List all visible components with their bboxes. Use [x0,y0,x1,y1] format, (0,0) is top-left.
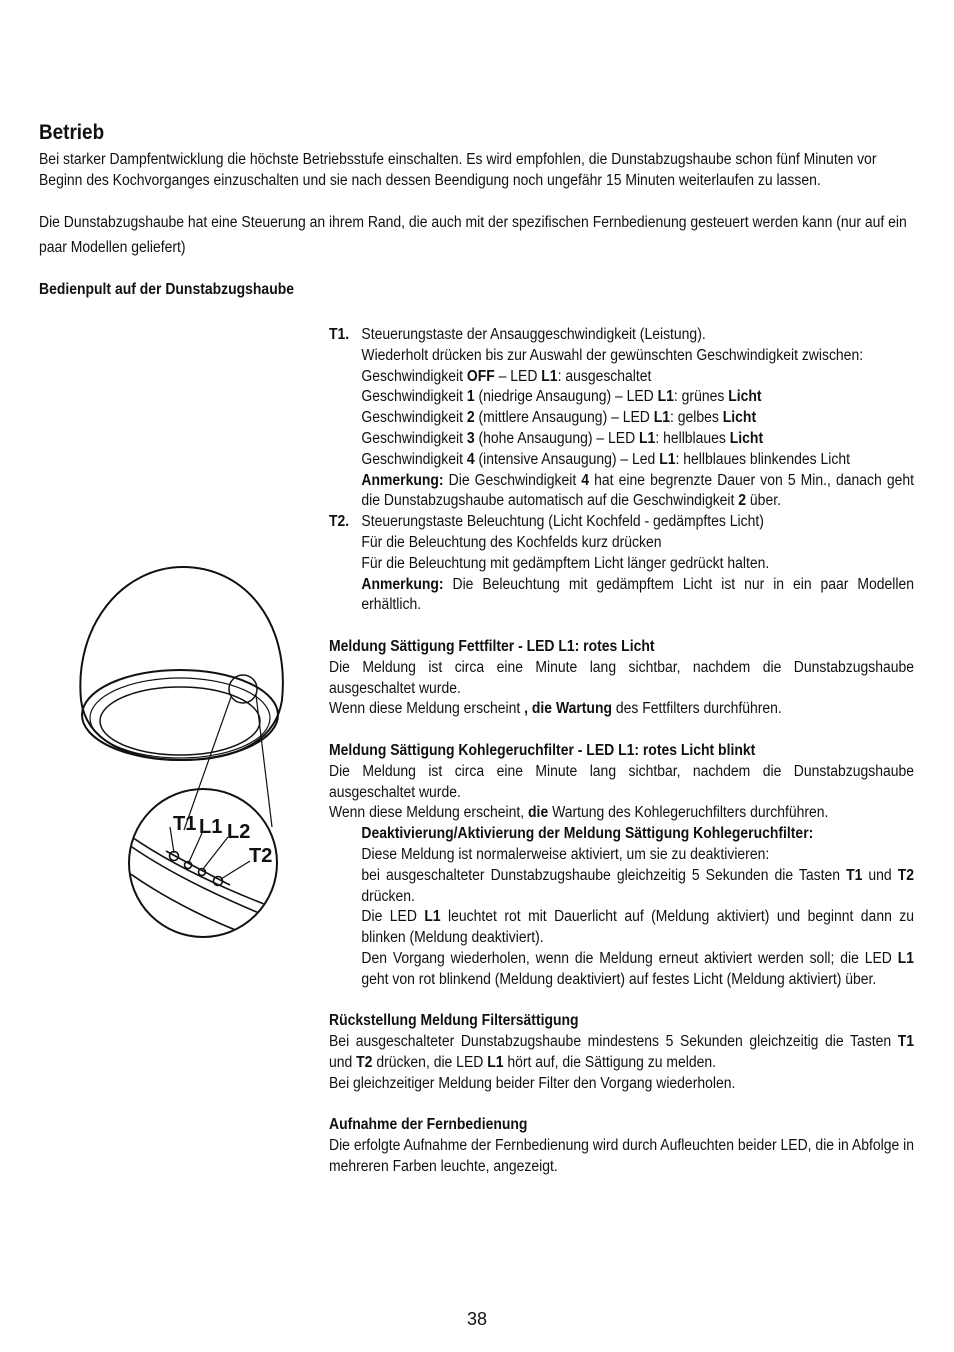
carbon-toggle-s3: Die LED L1 leuchtet rot mit Dauerlicht auf (Meldung aktiviert) und beginnt dann zu blinken (Meldung deaktiviert). [361,908,914,947]
reset-p1: Bei ausgeschalteter Dunstabzugshaube mindestens 5 Sekunden gleichzeitig die Tasten T1 und T2 drücken, die LED L1 hört auf, die Sättigung zu melden. [329,1033,914,1071]
t1-line-1: Steuerungstaste der Ansauggeschwindigkeit (Leistung). [361,326,706,343]
hood-body [80,567,283,760]
label-l2: L2 [227,821,251,843]
right-column [329,325,914,1178]
t1-label: T1. [329,326,350,343]
hood-rim-outer [82,670,278,760]
speed-3-line: Geschwindigkeit 3 (hohe Ansaugung) – LED L1: hellblaues Licht [361,429,764,447]
section-title: Betrieb [39,121,105,144]
remote-heading: Aufnahme der Fernbedienung [329,1116,528,1134]
detail-connector-left [184,697,231,830]
t2-line-2: Für die Beleuchtung des Kochfelds kurz drücken [361,533,662,551]
carbon-filter-p1: Die Meldung ist circa eine Minute lang sichtbar, nachdem die Dunstabzugshaube ausgeschaltet wurde. [329,762,914,801]
detail-button-strip [166,851,230,885]
t2-line-3: Für die Beleuchtung mit gedämpftem Licht länger gedrückt halten. [361,554,770,572]
speed-2-line: Geschwindigkeit 2 (mittlere Ansaugung) – LED L1: gelbes Licht [361,409,757,427]
carbon-toggle-s2: bei ausgeschalteter Dunstabzugshaube gleichzeitig 5 Sekunden die Tasten T1 und T2 drücken. [361,866,914,905]
pointer-l2 [203,837,228,869]
t1-block [329,325,914,512]
speed-4-line: Geschwindigkeit 4 (intensive Ansaugung) – Led L1: hellblaues blinkendes Licht [361,450,850,468]
carbon-toggle-block [329,824,914,990]
grease-filter-p1: Die Meldung ist circa eine Minute lang sichtbar, nachdem die Dunstabzugshaube ausgeschaltet wurde. [329,658,914,697]
t1-note: Anmerkung: Die Geschwindigkeit 4 hat eine begrenzte Dauer von 5 Min., danach geht die Dunstabzugshaube automatisch auf die Geschwindigkeit 2 über. [361,471,914,510]
t2-note: Anmerkung: Die Beleuchtung mit gedämpftem Licht ist nur in ein paar Modellen erhältlich. [361,575,914,614]
label-t2: T2 [249,845,273,867]
grease-filter-p2: Wenn diese Meldung erscheint , die Wartung des Fettfilters durchführen. [329,700,782,718]
t2-line-1: Steuerungstaste Beleuchtung (Licht Kochfeld - gedämpftes Licht) [361,513,764,531]
control-panel-heading: Bedienpult auf der Dunstabzugshaube [39,281,294,298]
carbon-toggle-s4: Den Vorgang wiederholen, wenn die Meldung erneut aktiviert werden soll; die LED L1 geht von rot blinkend (Meldung deaktiviert) auf festes Licht (Meldung aktiviert) über. [361,949,914,988]
page-number: 38 [466,1309,488,1329]
hood-rim-mid [90,678,270,758]
carbon-toggle-s1: Diese Meldung ist normalerweise aktiviert, um sie zu deaktivieren: [361,845,770,863]
label-t1: T1 [173,813,197,835]
pointer-t2 [221,861,250,879]
hood-rim-inner [100,687,260,755]
intro-paragraph-1: Bei starker Dampfentwicklung die höchste Betriebsstufe einschalten. Es wird empfohlen, die Dunstabzugshaube schon fünf Minuten vor Beginn des Kochvorganges einzuschalten und sie nach dessen Beendigung noch ungefähr 15 Minuten weiterlaufen zu lassen. [39,151,877,189]
t1-line-2: Wiederholt drücken bis zur Auswahl der gewünschten Geschwindigkeit zwischen: [361,346,864,364]
t2-label: T2. [329,513,350,531]
carbon-toggle-heading: Deaktivierung/Aktivierung der Meldung Sättigung Kohlegeruchfilter: [361,825,814,843]
carbon-filter-heading: Meldung Sättigung Kohlegeruchfilter - LED L1: rotes Licht blinkt [329,741,756,759]
t2-block [329,512,914,616]
reset-heading: Rückstellung Meldung Filtersättigung [329,1012,579,1030]
speed-off-line: Geschwindigkeit OFF – LED L1: ausgeschaltet [361,367,652,385]
speed-1-line: Geschwindigkeit 1 (niedrige Ansaugung) – LED L1: grünes Licht [361,388,762,406]
remote-p1: Die erfolgte Aufnahme der Fernbedienung wird durch Aufleuchten beider LED, die in Abfolge in mehreren Farben leuchte, angezeigt. [329,1137,914,1175]
hood-illustration [78,565,293,945]
intro-paragraph-2: Die Dunstabzugshaube hat eine Steuerung an ihrem Rand, die auch mit der spezifischen Fernbedienung gesteuert werden kann (nur auf ein paar Modellen geliefert) [39,214,907,256]
grease-filter-heading: Meldung Sättigung Fettfilter - LED L1: rotes Licht [329,637,655,655]
label-l1: L1 [199,816,223,838]
carbon-filter-p2: Wenn diese Meldung erscheint, die Wartung des Kohlegeruchfilters durchführen. [329,804,829,822]
reset-p2: Bei gleichzeitiger Meldung beider Filter den Vorgang wiederholen. [329,1074,736,1092]
